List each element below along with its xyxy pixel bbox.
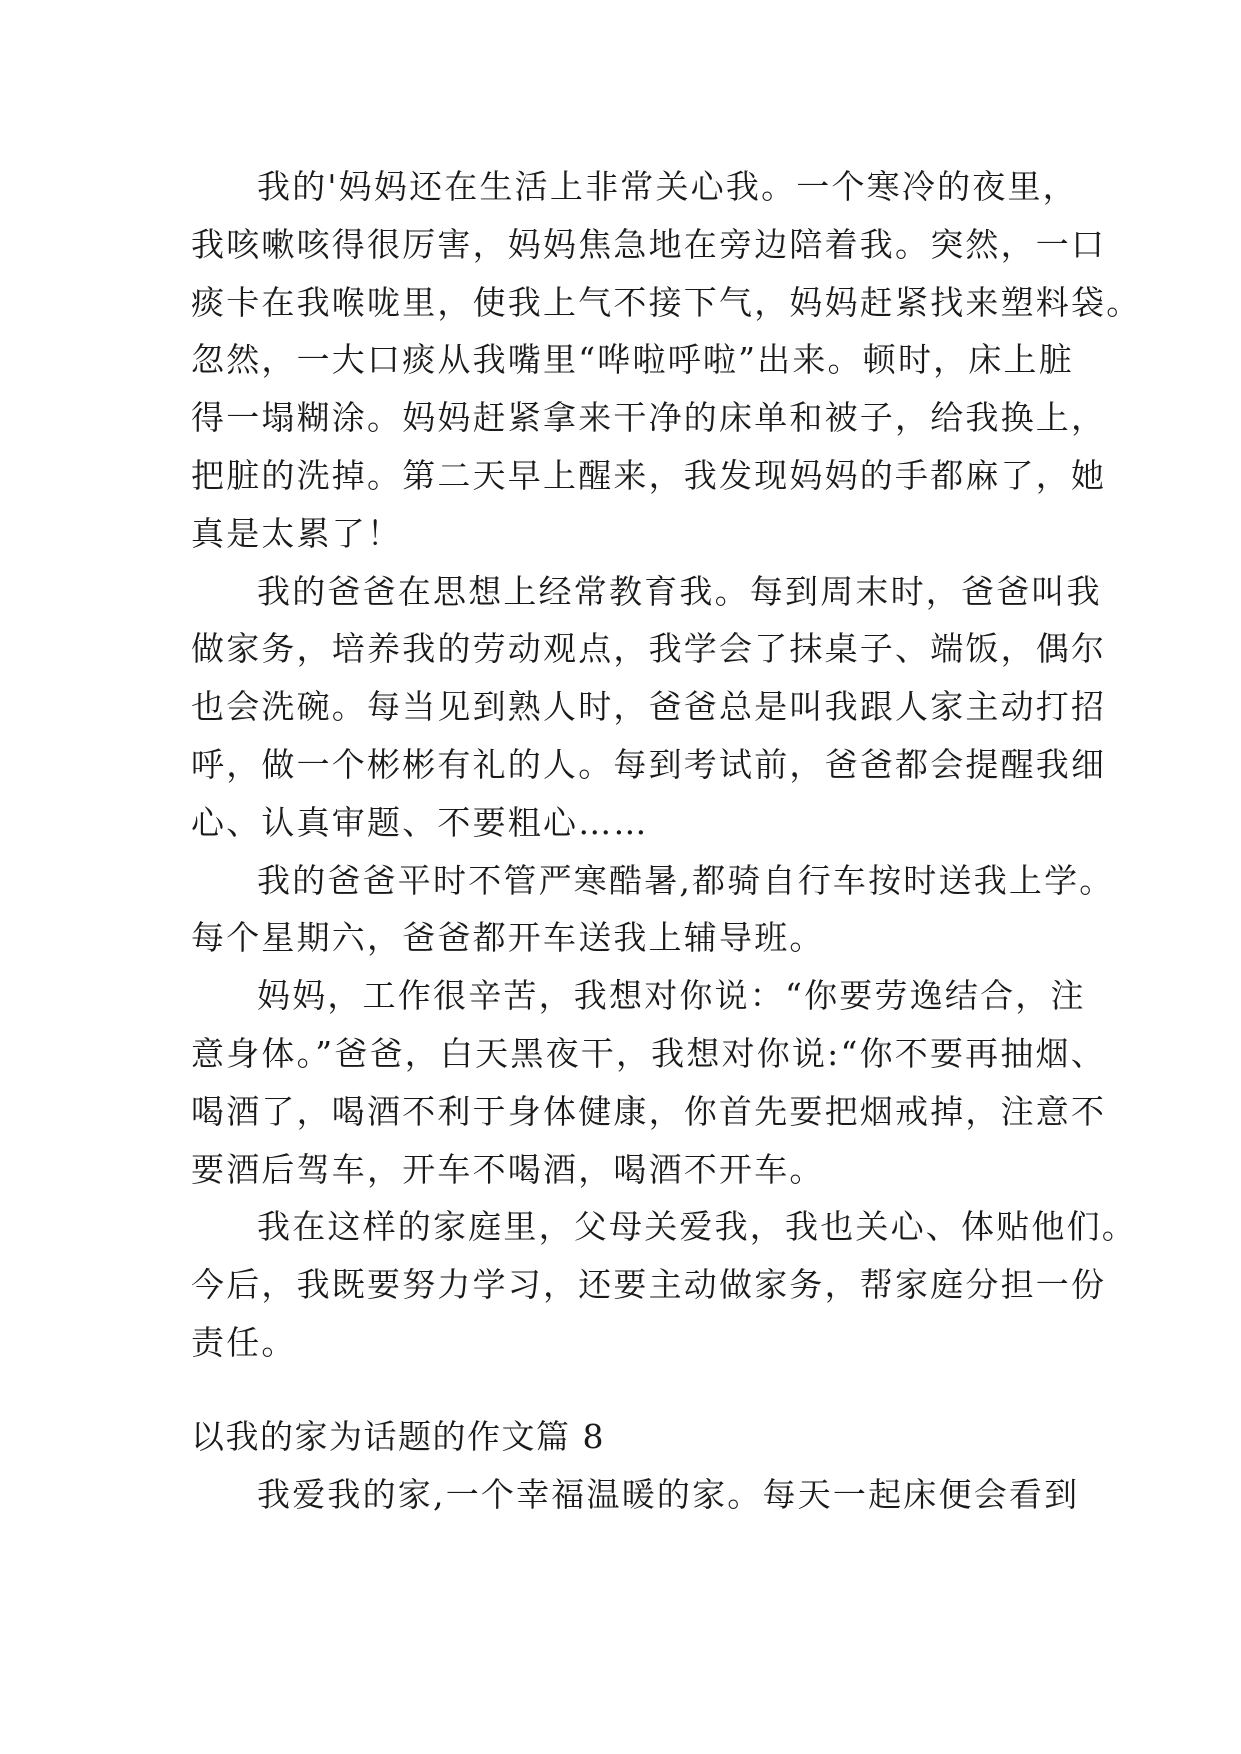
paragraph-father-education xyxy=(191,563,1107,852)
document-body xyxy=(191,158,1142,1523)
paragraph-line: 得一塌糊涂。妈妈赶紧拿来干净的床单和被子，给我换上， xyxy=(191,398,1107,438)
section-spacer xyxy=(191,1372,1051,1408)
paragraph-line: 责任。 xyxy=(191,1322,297,1362)
paragraph-new-section xyxy=(191,1466,1080,1524)
paragraph-line: 今后，我既要努力学习，还要主动做家务，帮家庭分担一份 xyxy=(191,1265,1107,1305)
paragraph-wishes xyxy=(191,967,1107,1198)
paragraph-line: 妈妈，工作很辛苦，我想对你说：“你要劳逸结合，注 xyxy=(257,976,1086,1016)
paragraph-line: 意身体。”爸爸，白天黑夜干，我想对你说:“你不要再抽烟、 xyxy=(191,1033,1106,1073)
paragraph-line: 把脏的洗掉。第二天早上醒来，我发现妈妈的手都麻了，她 xyxy=(191,455,1107,495)
paragraph-mother-care xyxy=(191,158,1142,563)
paragraph-line: 我咳嗽咳得很厉害，妈妈焦急地在旁边陪着我。突然，一口 xyxy=(191,224,1107,264)
section-heading: 以我的家为话题的作文篇 8 xyxy=(191,1416,605,1456)
paragraph-line: 做家务，培养我的劳动观点，我学会了抹桌子、端饭，偶尔 xyxy=(191,629,1107,669)
paragraph-line: 我的'妈妈还在生活上非常关心我。一个寒冷的夜里， xyxy=(257,167,1078,206)
paragraph-line: 每个星期六，爸爸都开车送我上辅导班。 xyxy=(191,918,825,958)
paragraph-line: 心、认真审题、不要粗心…… xyxy=(191,802,649,842)
paragraph-line: 我的爸爸平时不管严寒酷暑,都骑自行车按时送我上学。 xyxy=(257,860,1115,900)
paragraph-line: 痰卡在我喉咙里，使我上气不接下气，妈妈赶紧找来塑料袋。 xyxy=(191,282,1142,322)
paragraph-line: 我爱我的家,一个幸福温暖的家。每天一起床便会看到 xyxy=(257,1474,1080,1514)
paragraph-line: 喝酒了，喝酒不利于身体健康，你首先要把烟戒掉，注意不 xyxy=(191,1091,1107,1131)
paragraph-line: 忽然，一大口痰从我嘴里“哗啦呼啦”出来。顿时，床上脏 xyxy=(191,340,1074,380)
paragraph-father-transport xyxy=(191,852,1115,968)
paragraph-line: 我的爸爸在思想上经常教育我。每到周末时，爸爸叫我 xyxy=(257,571,1102,611)
paragraph-line: 要酒后驾车，开车不喝酒，喝酒不开车。 xyxy=(191,1149,825,1189)
paragraph-line: 我在这样的家庭里，父母关爱我，我也关心、体贴他们。 xyxy=(257,1207,1137,1247)
paragraph-line: 也会洗碗。每当见到熟人时，爸爸总是叫我跟人家主动打招 xyxy=(191,687,1107,727)
paragraph-line: 真是太累了！ xyxy=(191,513,403,553)
paragraph-conclusion xyxy=(191,1198,1137,1371)
paragraph-line: 呼，做一个彬彬有礼的人。每到考试前，爸爸都会提醒我细 xyxy=(191,744,1107,784)
